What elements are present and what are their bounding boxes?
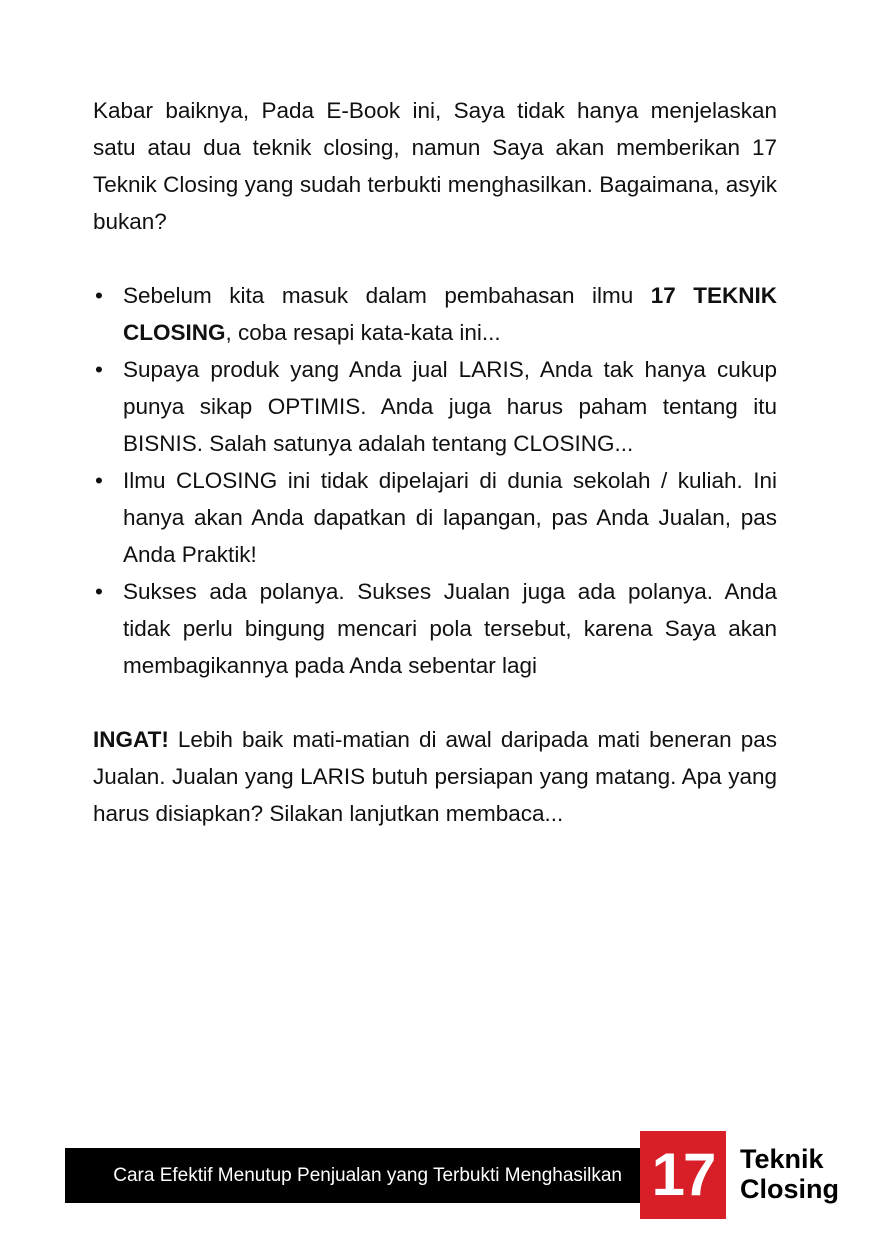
bullet-text: Ilmu CLOSING ini tidak dipelajari di dunia sekolah / kuliah. Ini hanya akan Anda dapatkan di lapangan, pas Anda Jualan, pas Anda Praktik! [123, 468, 777, 567]
bullet-dot-icon: • [95, 357, 103, 382]
footer-title-line-1: Teknik [740, 1144, 824, 1174]
footer-book-title [740, 1144, 860, 1204]
bullet-dot-icon: • [95, 468, 103, 493]
footer-tagline: Cara Efektif Menutup Penjualan yang Terbukti Menghasilkan [113, 1164, 622, 1186]
closing-text: Lebih baik mati-matian di awal daripada mati beneran pas Jualan. Jualan yang LARIS butuh persiapan yang matang. Apa yang harus disiapkan? Silakan lanjutkan membaca... [93, 727, 777, 826]
page-content [93, 92, 777, 832]
footer-title-line-2: Closing [740, 1174, 839, 1204]
bullet-item [93, 351, 777, 462]
footer-tagline-bar [65, 1148, 640, 1203]
bullet-text: Sebelum kita masuk dalam pembahasan ilmu [123, 283, 651, 308]
closing-paragraph [93, 721, 777, 832]
footer-number-badge: 17 [640, 1131, 726, 1219]
bullet-dot-icon: • [95, 579, 103, 604]
bullet-bold-text: 17 TEKNIK CLOSING [123, 283, 777, 345]
closing-bold-label: INGAT! [93, 727, 169, 752]
intro-paragraph: Kabar baiknya, Pada E-Book ini, Saya tidak hanya menjelaskan satu atau dua teknik closing, namun Saya akan memberikan 17 Teknik Closing yang sudah terbukti menghasilkan. Bagaimana, asyik bukan? [93, 98, 777, 234]
bullet-text: Sukses ada polanya. Sukses Jualan juga ada polanya. Anda tidak perlu bingung mencari pola tersebut, karena Saya akan membagikannya pada Anda sebentar lagi [123, 579, 777, 678]
bullet-dot-icon: • [95, 283, 103, 308]
bullet-list [93, 277, 777, 684]
bullet-item [93, 277, 777, 351]
bullet-item [93, 462, 777, 573]
bullet-item [93, 573, 777, 684]
bullet-text: Supaya produk yang Anda jual LARIS, Anda tak hanya cukup punya sikap OPTIMIS. Anda juga harus paham tentang itu BISNIS. Salah satunya adalah tentang CLOSING... [123, 357, 777, 456]
bullet-text-end: , coba resapi kata-kata ini... [225, 320, 501, 345]
